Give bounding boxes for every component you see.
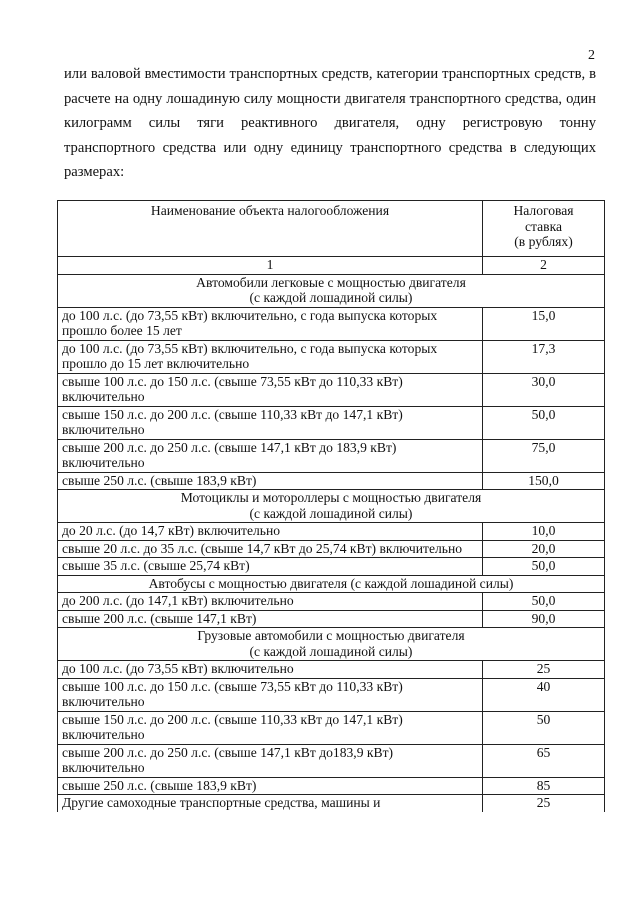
table-row (58, 661, 605, 679)
tax-rate-cell: 20,0 (483, 540, 605, 558)
section-title-line2: (с каждой лошадиной силы) (249, 290, 413, 305)
tax-rate-cell: 40 (483, 678, 605, 711)
tax-rate-cell: 15,0 (483, 307, 605, 340)
table-row (58, 610, 605, 628)
table-row (58, 340, 605, 373)
section-title-line1: Грузовые автомобили с мощностью двигателя (197, 628, 465, 643)
column-number-row (58, 257, 605, 275)
section-title-line1: Автомобили легковые с мощностью двигателя (196, 274, 466, 290)
column-number-2: 2 (483, 257, 605, 275)
table-header-row (58, 201, 605, 257)
table-row (58, 558, 605, 576)
table-row (58, 711, 605, 744)
section-title-row (58, 274, 605, 307)
header-object-name: Наименование объекта налогообложения (58, 201, 483, 257)
section-title-row (58, 628, 605, 661)
object-name-cell: свыше 250 л.с. (свыше 183,9 кВт) (58, 472, 483, 490)
tax-rate-cell: 90,0 (483, 610, 605, 628)
section-title-line1: Мотоциклы и мотороллеры с мощностью двигателя (180, 490, 482, 505)
object-name-cell: до 100 л.с. (до 73,55 кВт) включительно, с года выпуска которых прошло более 15 лет (58, 307, 483, 340)
section-title (58, 490, 605, 523)
table-row (58, 540, 605, 558)
object-name-cell: до 200 л.с. (до 147,1 кВт) включительно (58, 593, 483, 611)
tax-rate-cell: 10,0 (483, 523, 605, 541)
tax-rate-cell: 50,0 (483, 593, 605, 611)
tax-rate-cell: 150,0 (483, 472, 605, 490)
tax-rate-cell: 17,3 (483, 340, 605, 373)
object-name-cell: свыше 250 л.с. (свыше 183,9 кВт) (58, 777, 483, 795)
object-name-cell: до 20 л.с. (до 14,7 кВт) включительно (58, 523, 483, 541)
section-title-line1: Автобусы с мощностью двигателя (с каждой лошадиной силы) (148, 575, 514, 591)
table-row (58, 373, 605, 406)
object-name-cell: свыше 150 л.с. до 200 л.с. (свыше 110,33 кВт до 147,1 кВт) включительно (58, 711, 483, 744)
table-row (58, 523, 605, 541)
object-name-cell: свыше 20 л.с. до 35 л.с. (свыше 14,7 кВт до 25,74 кВт) включительно (58, 540, 483, 558)
section-title-row (58, 490, 605, 523)
tax-rate-cell: 30,0 (483, 373, 605, 406)
object-name-cell: свыше 200 л.с. до 250 л.с. (свыше 147,1 кВт до 183,9 кВт) включительно (58, 439, 483, 472)
table-row (58, 439, 605, 472)
table-row (58, 307, 605, 340)
tax-rate-cell: 50,0 (483, 406, 605, 439)
tax-rate-cell: 65 (483, 744, 605, 777)
section-title-line2: (с каждой лошадиной силы) (249, 505, 413, 521)
section-title (58, 628, 605, 661)
tax-rate-table (57, 200, 605, 812)
object-name-cell: до 100 л.с. (до 73,55 кВт) включительно (58, 661, 483, 679)
object-name-cell: свыше 35 л.с. (свыше 25,74 кВт) (58, 558, 483, 576)
object-name-cell: Другие самоходные транспортные средства, машины и (58, 795, 483, 812)
table-row (58, 593, 605, 611)
object-name-cell: свыше 200 л.с. (свыше 147,1 кВт) (58, 610, 483, 628)
table-row (58, 795, 605, 812)
object-name-cell: свыше 200 л.с. до 250 л.с. (свыше 147,1 кВт до183,9 кВт) включительно (58, 744, 483, 777)
page-number: 2 (588, 48, 595, 63)
object-name-cell: свыше 100 л.с. до 150 л.с. (свыше 73,55 кВт до 110,33 кВт) включительно (58, 373, 483, 406)
tax-rate-cell: 25 (483, 795, 605, 812)
tax-rate-cell: 50 (483, 711, 605, 744)
table-row (58, 744, 605, 777)
object-name-cell: свыше 100 л.с. до 150 л.с. (свыше 73,55 кВт до 110,33 кВт) включительно (58, 678, 483, 711)
table-row (58, 678, 605, 711)
section-title-row (58, 575, 605, 593)
tax-rate-cell: 50,0 (483, 558, 605, 576)
header-tax-rate (483, 201, 605, 257)
tax-rate-cell: 75,0 (483, 439, 605, 472)
column-number-1: 1 (58, 257, 483, 275)
header-rate-line2: ставка (524, 218, 563, 234)
object-name-cell: до 100 л.с. (до 73,55 кВт) включительно, с года выпуска которых прошло до 15 лет включительно (58, 340, 483, 373)
header-rate-line1: Налоговая (513, 203, 574, 218)
tax-rate-cell: 25 (483, 661, 605, 679)
section-title (58, 575, 605, 593)
object-name-cell: свыше 150 л.с. до 200 л.с. (свыше 110,33 кВт до 147,1 кВт) включительно (58, 406, 483, 439)
tax-rate-cell: 85 (483, 777, 605, 795)
table-row (58, 472, 605, 490)
intro-paragraph: или валовой вместимости транспортных средств, категории транспортных средств, в расчете на одну лошадиную силу мощности двигателя транспортного средства, один килограмм силы тяги реактивного двигателя, одну регистровую тонну транспортного средства или одну единицу транспортного средства в следующих размерах: (64, 66, 596, 180)
table-row (58, 406, 605, 439)
header-rate-line3: (в рублях) (514, 234, 573, 249)
section-title (58, 274, 605, 307)
table-row (58, 777, 605, 795)
section-title-line2: (с каждой лошадиной силы) (249, 643, 413, 659)
